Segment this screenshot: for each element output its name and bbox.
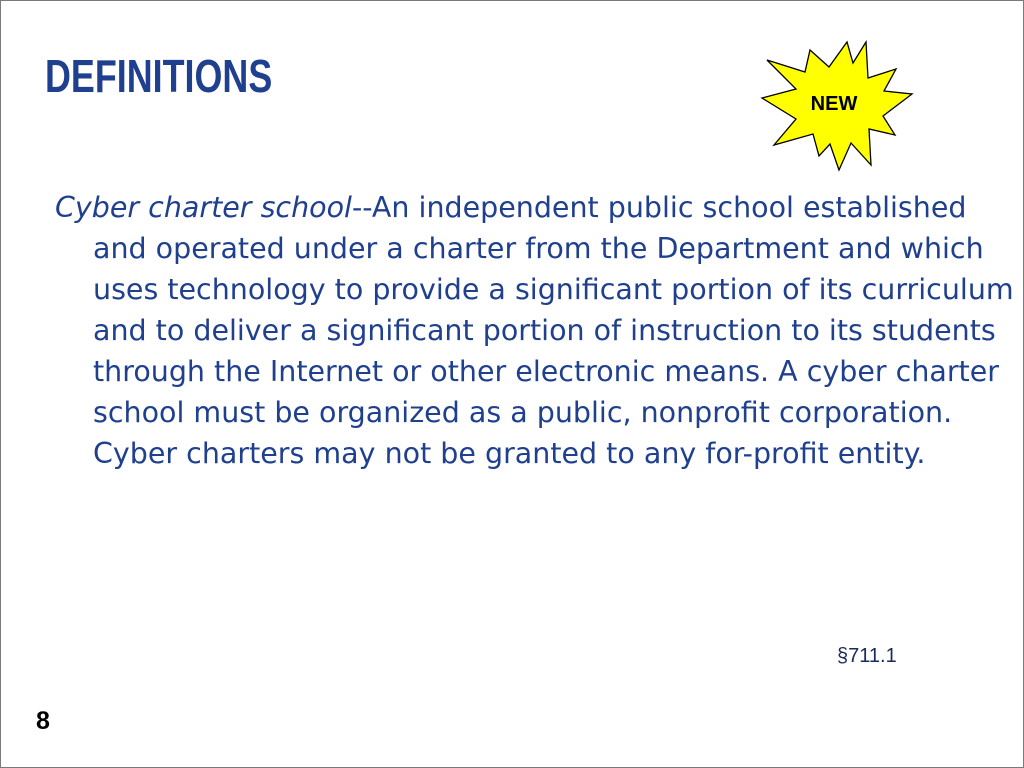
term-separator: -- [351,191,372,224]
defined-term: Cyber charter school [55,191,352,224]
definition-paragraph [55,187,1023,474]
new-badge-label: NEW [810,93,858,115]
slide-title: DEFINITIONS [45,50,273,102]
section-citation: §711.1 [837,645,897,667]
page-number: 8 [36,707,50,735]
new-starburst-badge [757,39,915,175]
definition-text: An independent public school established and operated under a charter from the Department and which uses technology to provide a significant portion of its curriculum and to deliver a significant portion of instruction to its students through the Internet or other electronic means. A cyber charter school must be organized as a public, nonprofit corporation. Cyber charters may not be granted to any for-profit entity. [93,191,1014,470]
